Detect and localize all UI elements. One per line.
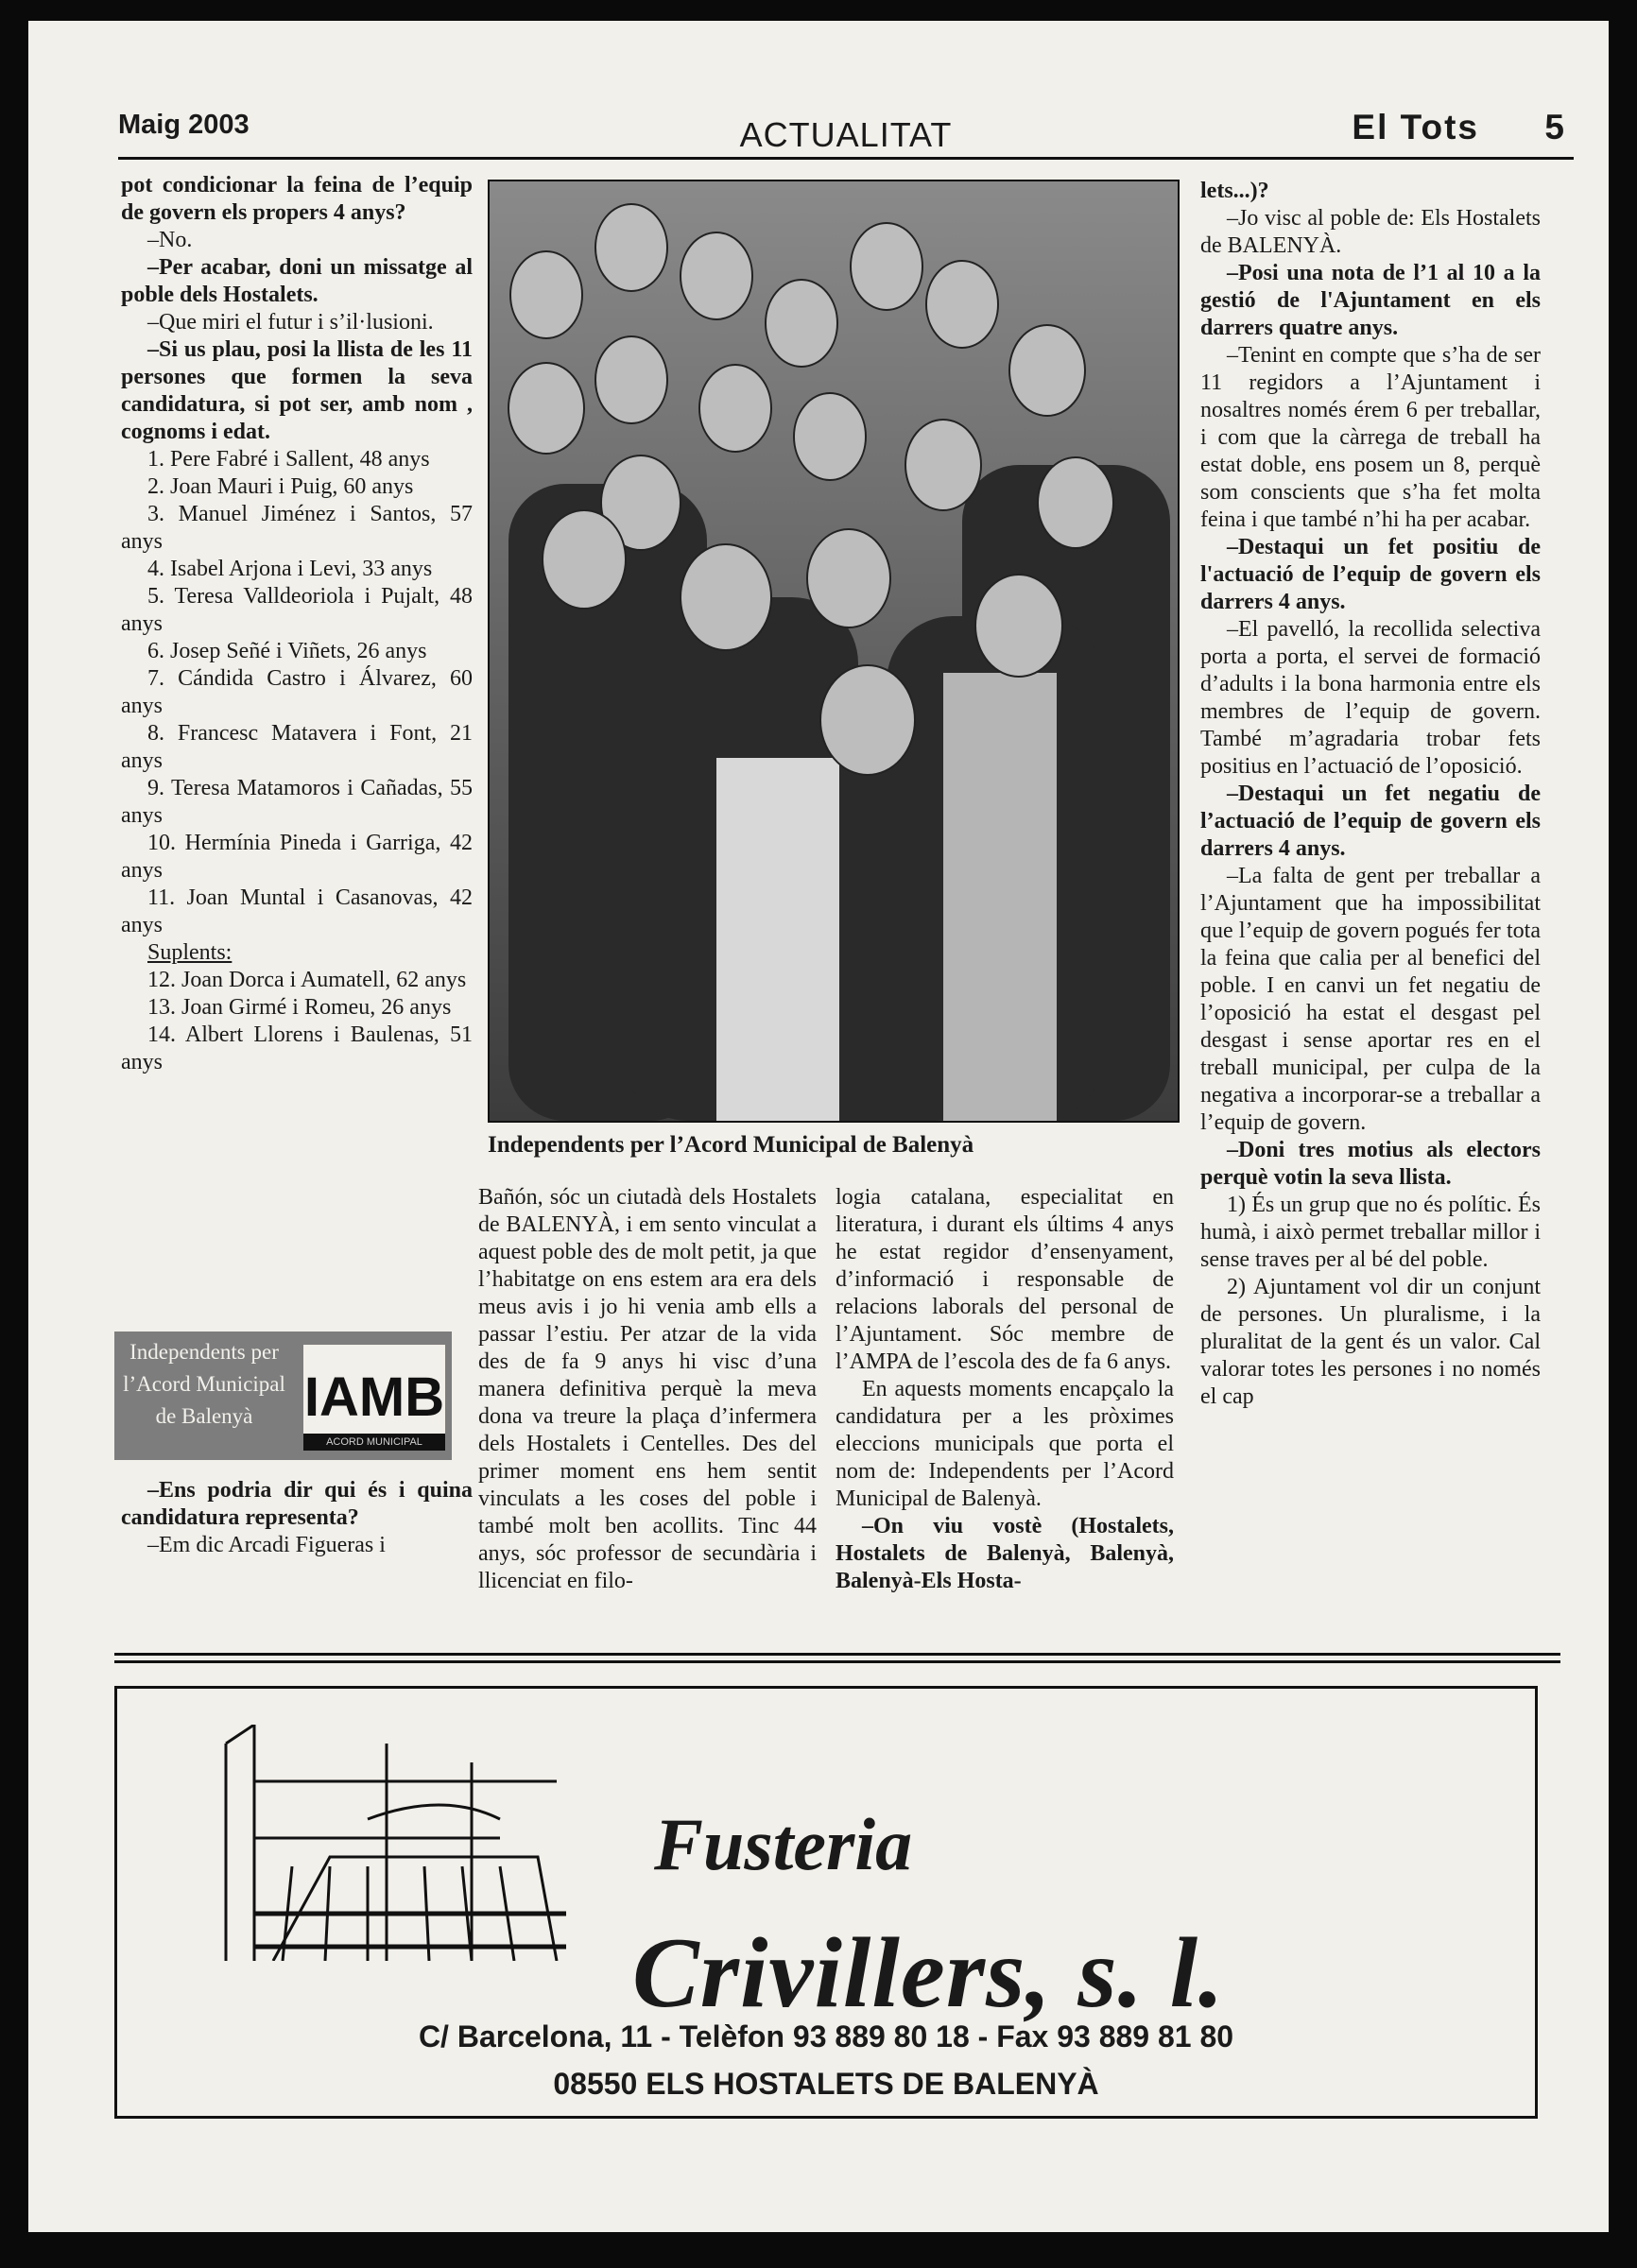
paragraph: –Destaqui un fet negatiu de l’actuació de l’equip de govern els darrers 4 anys. [1200, 782, 1541, 861]
paragraph: 7. Cándida Castro i Álvarez, 60 anys [121, 666, 473, 718]
paragraph: –No. [147, 228, 193, 252]
paragraph: 5. Teresa Valldeoriola i Pujalt, 48 anys [121, 584, 473, 636]
photo-caption: Independents per l’Acord Municipal de Balenyà [488, 1132, 974, 1158]
paragraph: –Si us plau, posi la llista de les 11 persones que formen la seva candidatura, si pot ser, amb nom , cognoms i edat. [121, 337, 473, 444]
column-1-continued [121, 1477, 473, 1559]
paragraph: 8. Francesc Matavera i Font, 21 anys [121, 721, 473, 773]
column-4 [1200, 178, 1541, 1411]
ad-title-line2: Crivillers, s. l. [632, 1917, 1225, 2028]
logo-mark: IAMB [303, 1366, 445, 1428]
paragraph: 14. Albert Llorens i Baulenas, 51 anys [121, 1022, 473, 1074]
paragraph: Bañón, sóc un ciutadà dels Hostalets de BALENYÀ, i em sento vinculat a aquest poble des de molt petit, ja que l’habitatge on ens estem ara era dels meus avis i jo hi venia amb ells a passar l’estiu. Per atzar de la vida des de fa 9 anys hi visc d’una manera definitiva perquè la meva dona va treure la plaça d’infermera dels Hostalets i Centelles. Des del primer moment ens hem sentit vinculats a les coses del poble i també molt ben acollits. Tinc 44 anys, sóc professor de secundària i llicenciat en filo- [478, 1185, 817, 1593]
candidacy-logo-box [114, 1332, 452, 1460]
paragraph: –Jo visc al poble de: Els Hostalets de BALENYÀ. [1200, 206, 1541, 258]
paragraph: logia catalana, especialitat en literatura, i durant els últims 4 anys he estat regidor d’ensenyament, d’informació i responsable de relacions laborals del personal de l’Ajuntament. Sóc membre de l’AMPA de l’escola des de fa 6 anys. [836, 1185, 1174, 1374]
paragraph: 13. Joan Girmé i Romeu, 26 anys [147, 995, 452, 1020]
paragraph: 6. Josep Señé i Viñets, 26 anys [147, 639, 427, 663]
paragraph: –Em dic Arcadi Figueras i [147, 1533, 386, 1557]
logo-text: Independents per l’Acord Municipal de Balenyà [123, 1340, 285, 1428]
paragraph: 11. Joan Muntal i Casanovas, 42 anys [121, 885, 473, 937]
paragraph: 9. Teresa Matamoros i Cañadas, 55 anys [121, 776, 473, 828]
page-header [118, 89, 1574, 160]
paragraph: –La falta de gent per treballar a l’Ajuntament que ha impossibilitat que l’equip de govern pogués fer tota la feina que calia per al benefici del poble. I en canvi un fet negatiu de l’oposició ha estat el desgast pel desgast i sense aportar res en el treball municipal, per culpa de la negativa a incorporar-se a treballar a l’equip de govern. [1200, 864, 1541, 1135]
carpentry-drawing-icon [216, 1725, 566, 1961]
paragraph: –Per acabar, doni un missatge al poble dels Hostalets. [121, 255, 473, 307]
group-photo-illustration [490, 181, 1178, 1121]
paragraph: –On viu vostè (Hostalets, Hostalets de Balenyà, Balenyà, Balenyà-Els Hosta- [836, 1514, 1174, 1593]
paragraph: –El pavelló, la recollida selectiva porta a porta, el servei de formació d’adults i la bona harmonia entre els membres de l’equip de govern. També m’agradaria trobar fets positius en l’actuació de l’oposició. [1200, 617, 1541, 779]
ad-town: 08550 ELS HOSTALETS DE BALENYÀ [553, 2067, 1099, 2101]
double-rule [114, 1653, 1560, 1668]
column-2 [478, 1184, 817, 1595]
paragraph: pot condicionar la feina de l’equip de govern els propers 4 anys? [121, 173, 473, 225]
paragraph: 1. Pere Fabré i Sallent, 48 anys [147, 447, 430, 472]
paragraph: –Destaqui un fet positiu de l'actuació de l’equip de govern els darrers 4 anys. [1200, 535, 1541, 614]
paragraph: 10. Hermínia Pineda i Garriga, 42 anys [121, 831, 473, 883]
paragraph: 2. Joan Mauri i Puig, 60 anys [147, 474, 414, 499]
paragraph: En aquests moments encapçalo la candidatura per a les pròximes eleccions municipals que porta el nom de: Independents per l’Acord Municipal de Balenyà. [836, 1377, 1174, 1511]
column-3 [836, 1184, 1174, 1595]
paragraph: 1) És un grup que no és polític. És humà, i això permet treballar millor i sense traves per al bé del poble. [1200, 1193, 1541, 1272]
paragraph: –Posi una nota de l’1 al 10 a la gestió de l'Ajuntament en els darrers quatre anys. [1200, 261, 1541, 340]
ad-title-line1: Fusteria [654, 1803, 913, 1885]
page-number: 5 [1544, 108, 1564, 146]
advertisement-fusteria [114, 1686, 1538, 2119]
iamb-logo [303, 1345, 445, 1451]
paragraph: –Doni tres motius als electors perquè votin la seva llista. [1200, 1138, 1541, 1190]
paragraph: 2) Ajuntament vol dir un conjunt de persones. Un pluralisme, i la pluralitat de la gent és un valor. Cal valorar totes les persones i no només el cap [1200, 1275, 1541, 1409]
group-photo [488, 180, 1180, 1123]
publication-name: El Tots [1352, 108, 1479, 146]
issue-date: Maig 2003 [118, 110, 250, 140]
paragraph: –Ens podria dir qui és i quina candidatura representa? [121, 1478, 473, 1530]
paragraph: –Tenint en compte que s’ha de ser 11 regidors a l’Ajuntament i nosaltres només érem 6 per treballar, i com que la càrrega de treball ha estat doble, ens posem un 8, perquè som conscients que s’ha fet molta feina i que també n’hi ha per acabar. [1200, 343, 1541, 532]
paragraph: Suplents: [147, 940, 233, 965]
paragraph: 3. Manuel Jiménez i Santos, 57 anys [121, 502, 473, 554]
magazine-page [28, 21, 1609, 2232]
section-title: ACTUALITAT [739, 115, 953, 154]
ad-address: C/ Barcelona, 11 - Telèfon 93 889 80 18 - Fax 93 889 81 80 [418, 2019, 1234, 2053]
column-1 [121, 172, 473, 1076]
paragraph: 12. Joan Dorca i Aumatell, 62 anys [147, 968, 467, 992]
paragraph: –Que miri el futur i s’il·lusioni. [147, 310, 434, 335]
logo-subtitle: ACORD MUNICIPAL [303, 1434, 445, 1451]
paragraph: lets...)? [1200, 179, 1269, 203]
paragraph: 4. Isabel Arjona i Levi, 33 anys [147, 557, 433, 581]
